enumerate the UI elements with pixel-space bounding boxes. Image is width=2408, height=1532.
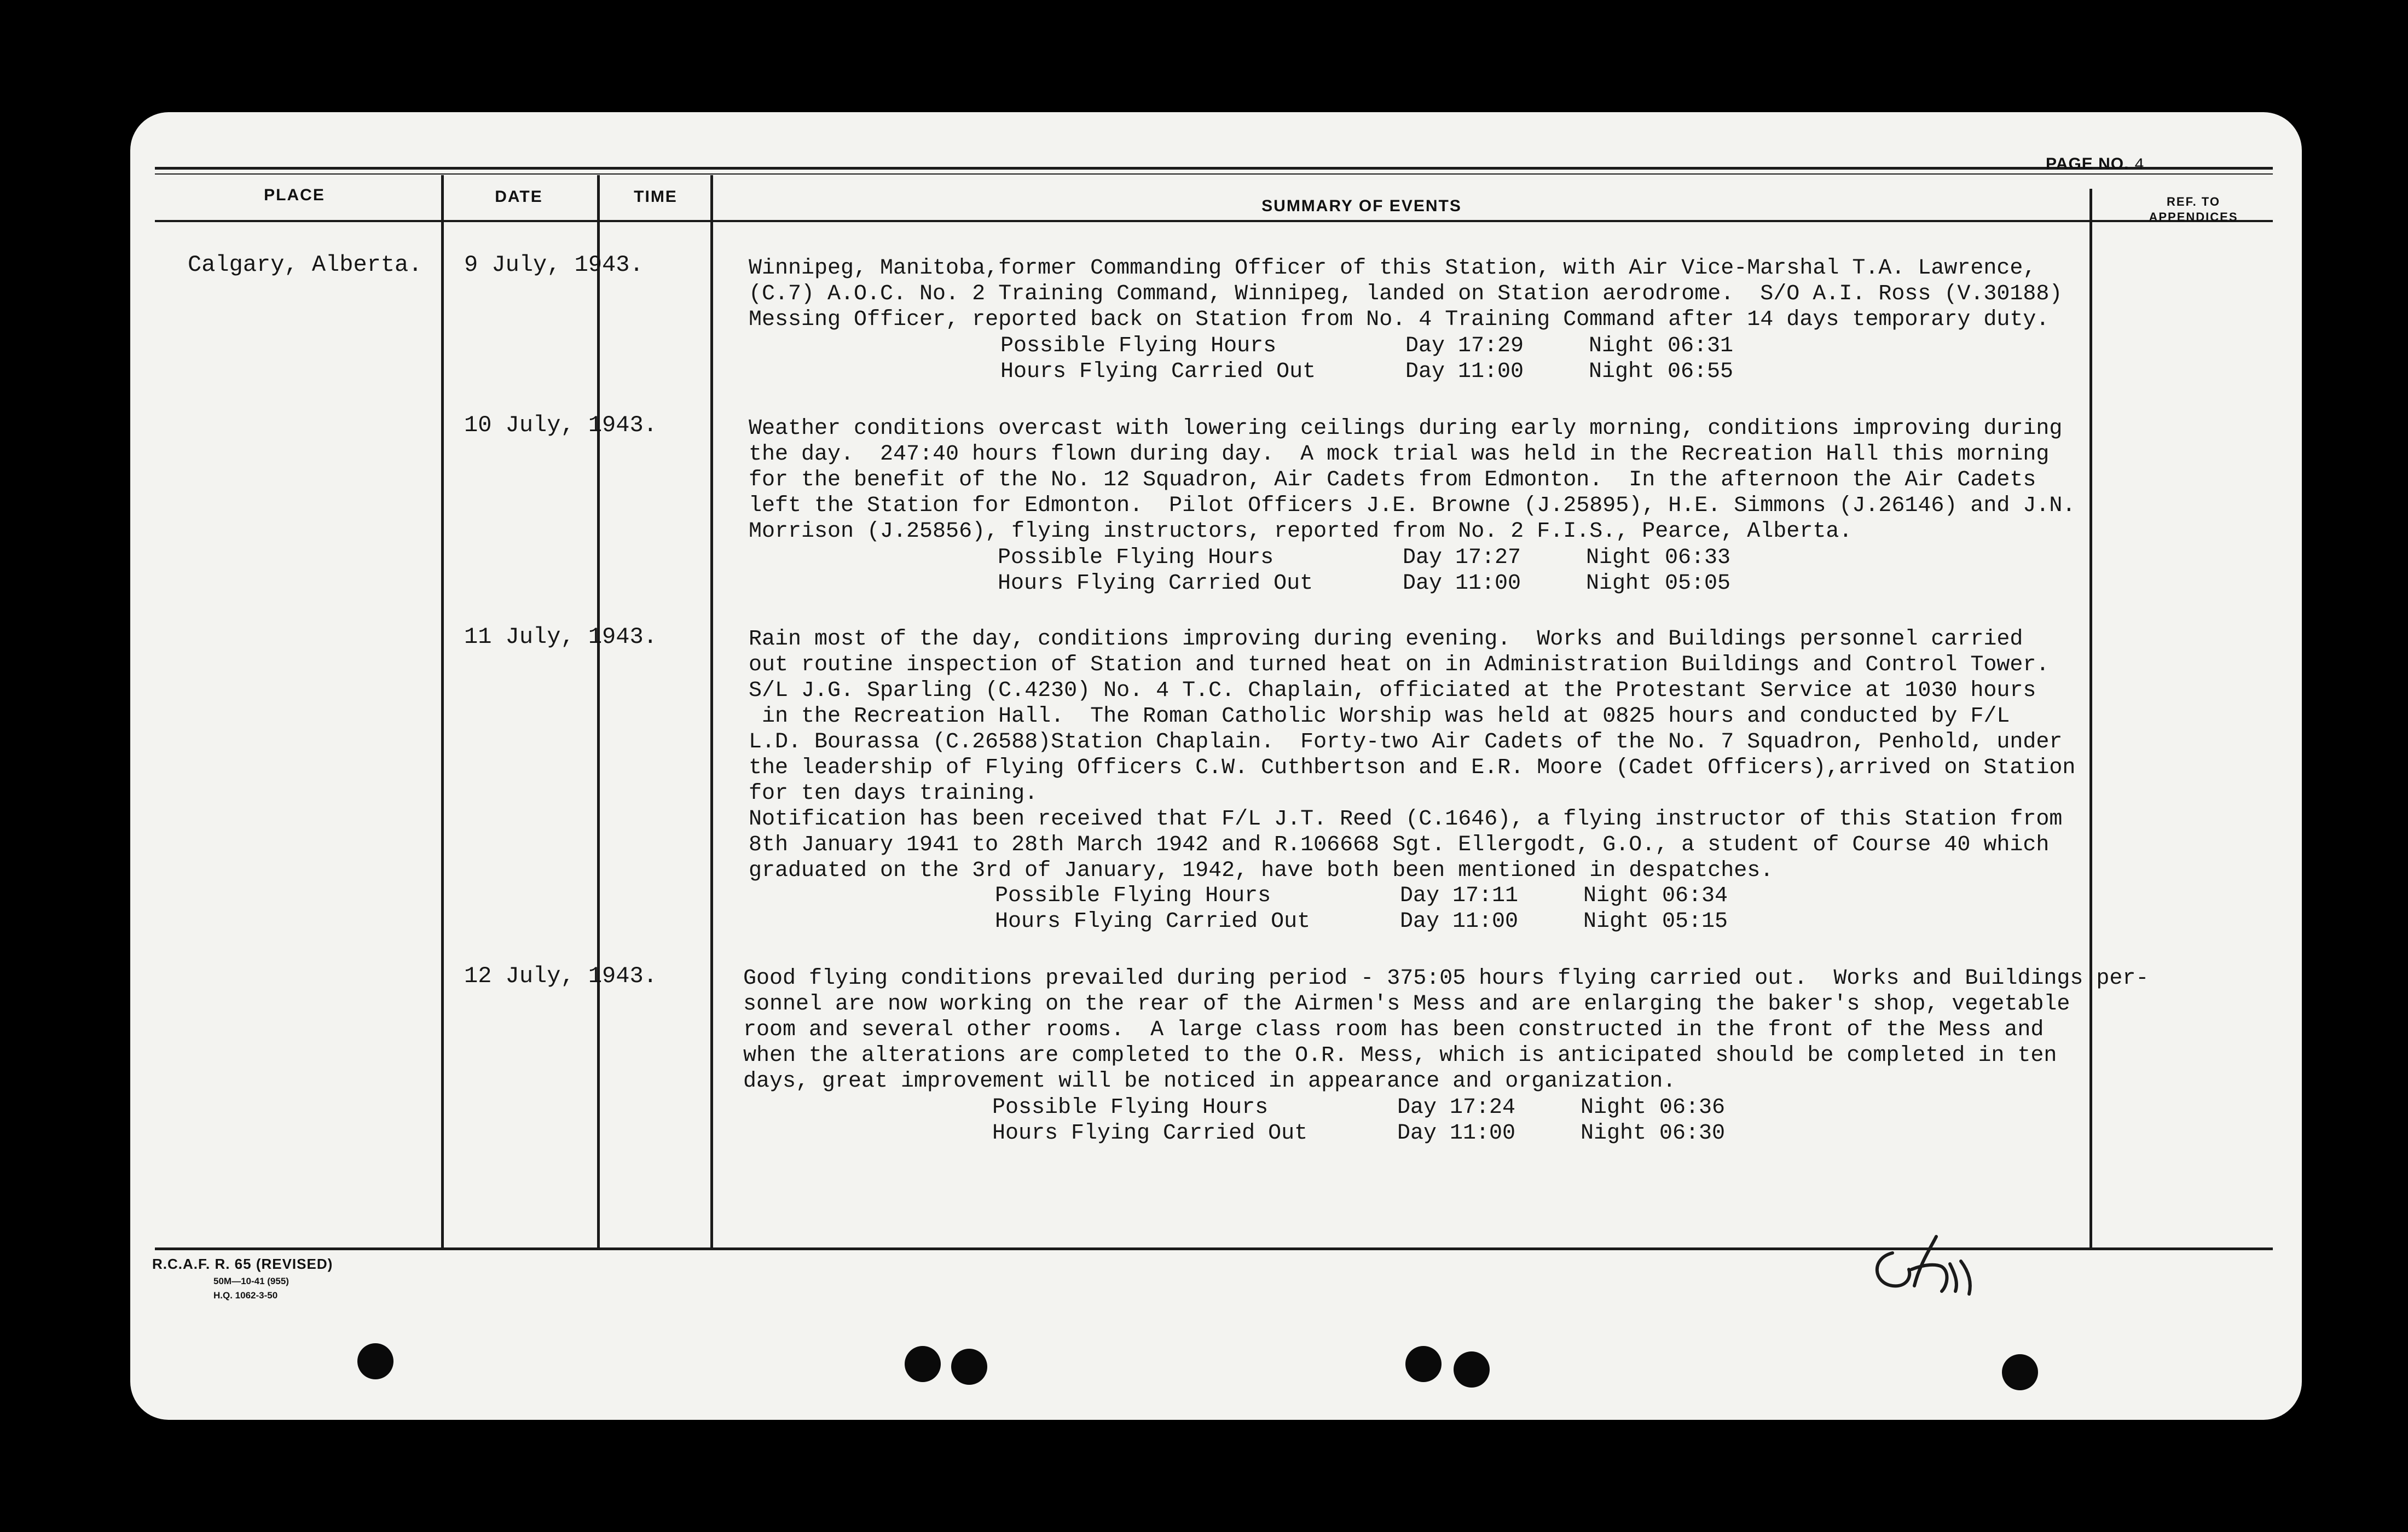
summary-line: Notification has been received that F/L J.T. Reed (C.1646), a flying instructor of this Station from bbox=[749, 807, 2063, 832]
carried-flying-day: Day 11:00 bbox=[1400, 909, 1519, 934]
entry-date: 10 July, 1943. bbox=[464, 412, 657, 438]
punch-hole bbox=[951, 1349, 987, 1385]
page-number bbox=[2046, 155, 2145, 175]
summary-line: Good flying conditions prevailed during period - 375:05 hours flying carried out. Works and Buildings per- bbox=[743, 966, 2149, 991]
summary-line: Morrison (J.25856), flying instructors, reported from No. 2 F.I.S., Pearce, Alberta. bbox=[749, 519, 1853, 544]
col-divider-date bbox=[597, 175, 600, 1247]
column-header-summary: SUMMARY OF EVENTS bbox=[1261, 197, 1462, 215]
carried-flying-label: Hours Flying Carried Out bbox=[992, 1121, 1308, 1146]
column-header-time: TIME bbox=[634, 188, 678, 206]
carried-flying-day: Day 11:00 bbox=[1403, 571, 1521, 596]
summary-line: 8th January 1941 to 28th March 1942 and R.106668 Sgt. Ellergodt, G.O., a student of Course 40 which bbox=[749, 833, 2050, 857]
col-divider-time bbox=[710, 175, 713, 1247]
possible-flying-label: Possible Flying Hours bbox=[998, 546, 1274, 570]
punch-hole bbox=[905, 1346, 941, 1382]
possible-flying-day: Day 17:29 bbox=[1405, 334, 1524, 358]
possible-flying-label: Possible Flying Hours bbox=[1000, 334, 1277, 358]
summary-line: Winnipeg, Manitoba,former Commanding Officer of this Station, with Air Vice-Marshal T.A. Lawrence, bbox=[749, 256, 2036, 281]
summary-line: Rain most of the day, conditions improving during evening. Works and Buildings personnel carried bbox=[749, 627, 2023, 652]
header-top-rule bbox=[155, 167, 2273, 170]
summary-line: left the Station for Edmonton. Pilot Officers J.E. Browne (J.25895), H.E. Simmons (J.26146) and J.N. bbox=[749, 494, 2076, 518]
col-divider-place bbox=[441, 175, 444, 1247]
summary-line: S/L J.G. Sparling (C.4230) No. 4 T.C. Chaplain, officiated at the Protestant Service at 1030 hours bbox=[749, 678, 2036, 703]
carried-flying-day: Day 11:00 bbox=[1405, 359, 1524, 384]
possible-flying-night: Night 06:36 bbox=[1581, 1095, 1726, 1120]
possible-flying-label: Possible Flying Hours bbox=[995, 884, 1271, 908]
col-divider-ref bbox=[2089, 189, 2092, 1247]
summary-line: (C.7) A.O.C. No. 2 Training Command, Winnipeg, landed on Station aerodrome. S/O A.I. Ross (V.30188) bbox=[749, 282, 2063, 306]
summary-line: Messing Officer, reported back on Station from No. 4 Training Command after 14 days temporary duty. bbox=[749, 307, 2050, 332]
possible-flying-night: Night 06:31 bbox=[1589, 334, 1734, 358]
possible-flying-day: Day 17:11 bbox=[1400, 884, 1519, 908]
carried-flying-night: Night 06:30 bbox=[1581, 1121, 1726, 1146]
summary-line: room and several other rooms. A large class room has been constructed in the front of the Mess and bbox=[743, 1018, 2044, 1042]
header-top-rule-thin bbox=[155, 173, 2273, 175]
place-cell: Calgary, Alberta. bbox=[188, 252, 422, 278]
summary-line: days, great improvement will be noticed in appearance and organization. bbox=[743, 1069, 1676, 1094]
carried-flying-label: Hours Flying Carried Out bbox=[995, 909, 1311, 934]
column-header-place: PLACE bbox=[264, 186, 325, 204]
possible-flying-day: Day 17:24 bbox=[1397, 1095, 1516, 1120]
summary-line: for the benefit of the No. 12 Squadron, Air Cadets from Edmonton. In the afternoon the Air Cadets bbox=[749, 468, 2036, 492]
page-number-label: PAGE NO. bbox=[2046, 155, 2129, 173]
summary-line: graduated on the 3rd of January, 1942, have both been mentioned in despatches. bbox=[749, 858, 1774, 883]
summary-line: when the alterations are completed to the O.R. Mess, which is anticipated should be completed in ten bbox=[743, 1043, 2057, 1068]
form-footer bbox=[152, 1256, 333, 1301]
punch-hole bbox=[1405, 1346, 1442, 1382]
carried-flying-night: Night 05:15 bbox=[1583, 909, 1728, 934]
diary-form-card bbox=[130, 112, 2302, 1420]
summary-line: in the Recreation Hall. The Roman Catholic Worship was held at 0825 hours and conducted by F/L bbox=[749, 704, 2010, 729]
punch-hole bbox=[1454, 1351, 1490, 1388]
column-header-ref bbox=[2122, 194, 2265, 225]
punch-hole bbox=[357, 1343, 393, 1379]
entry-date: 9 July, 1943. bbox=[464, 252, 644, 278]
possible-flying-night: Night 06:33 bbox=[1586, 546, 1731, 570]
print-line: 50M—10-41 (955) bbox=[213, 1276, 289, 1286]
column-header-ref-line1: REF. TO bbox=[2167, 195, 2220, 208]
possible-flying-day: Day 17:27 bbox=[1403, 546, 1521, 570]
carried-flying-label: Hours Flying Carried Out bbox=[1000, 359, 1316, 384]
carried-flying-night: Night 06:55 bbox=[1589, 359, 1734, 384]
form-id: R.C.A.F. R. 65 (REVISED) bbox=[152, 1256, 333, 1272]
summary-line: the leadership of Flying Officers C.W. Cuthbertson and E.R. Moore (Cadet Officers),arrived on Station bbox=[749, 756, 2076, 780]
possible-flying-label: Possible Flying Hours bbox=[992, 1095, 1269, 1120]
summary-line: sonnel are now working on the rear of the Airmen's Mess and are enlarging the baker's shop, vegetable bbox=[743, 992, 2070, 1017]
column-header-ref-line2: APPENDICES bbox=[2149, 210, 2238, 224]
header-bottom-rule bbox=[155, 220, 2273, 222]
handwritten-initials bbox=[1860, 1231, 1986, 1313]
punch-hole bbox=[2002, 1354, 2038, 1390]
entry-date: 12 July, 1943. bbox=[464, 963, 657, 989]
possible-flying-night: Night 06:34 bbox=[1583, 884, 1728, 908]
carried-flying-night: Night 05:05 bbox=[1586, 571, 1731, 596]
summary-line: for ten days training. bbox=[749, 781, 1038, 806]
summary-line: Weather conditions overcast with lowering ceilings during early morning, conditions improving during bbox=[749, 416, 2063, 441]
summary-line: the day. 247:40 hours flown during day. A mock trial was held in the Recreation Hall this morning bbox=[749, 442, 2050, 467]
summary-line: out routine inspection of Station and turned heat on in Administration Buildings and Control Tower. bbox=[749, 653, 2050, 677]
page-number-value: 4 bbox=[2134, 156, 2145, 175]
print-line: H.Q. 1062-3-50 bbox=[213, 1290, 278, 1301]
carried-flying-day: Day 11:00 bbox=[1397, 1121, 1516, 1146]
summary-line: L.D. Bourassa (C.26588)Station Chaplain. Forty-two Air Cadets of the No. 7 Squadron, Penhold, under bbox=[749, 730, 2063, 755]
carried-flying-label: Hours Flying Carried Out bbox=[998, 571, 1313, 596]
entry-date: 11 July, 1943. bbox=[464, 624, 657, 650]
column-header-date: DATE bbox=[495, 188, 543, 206]
